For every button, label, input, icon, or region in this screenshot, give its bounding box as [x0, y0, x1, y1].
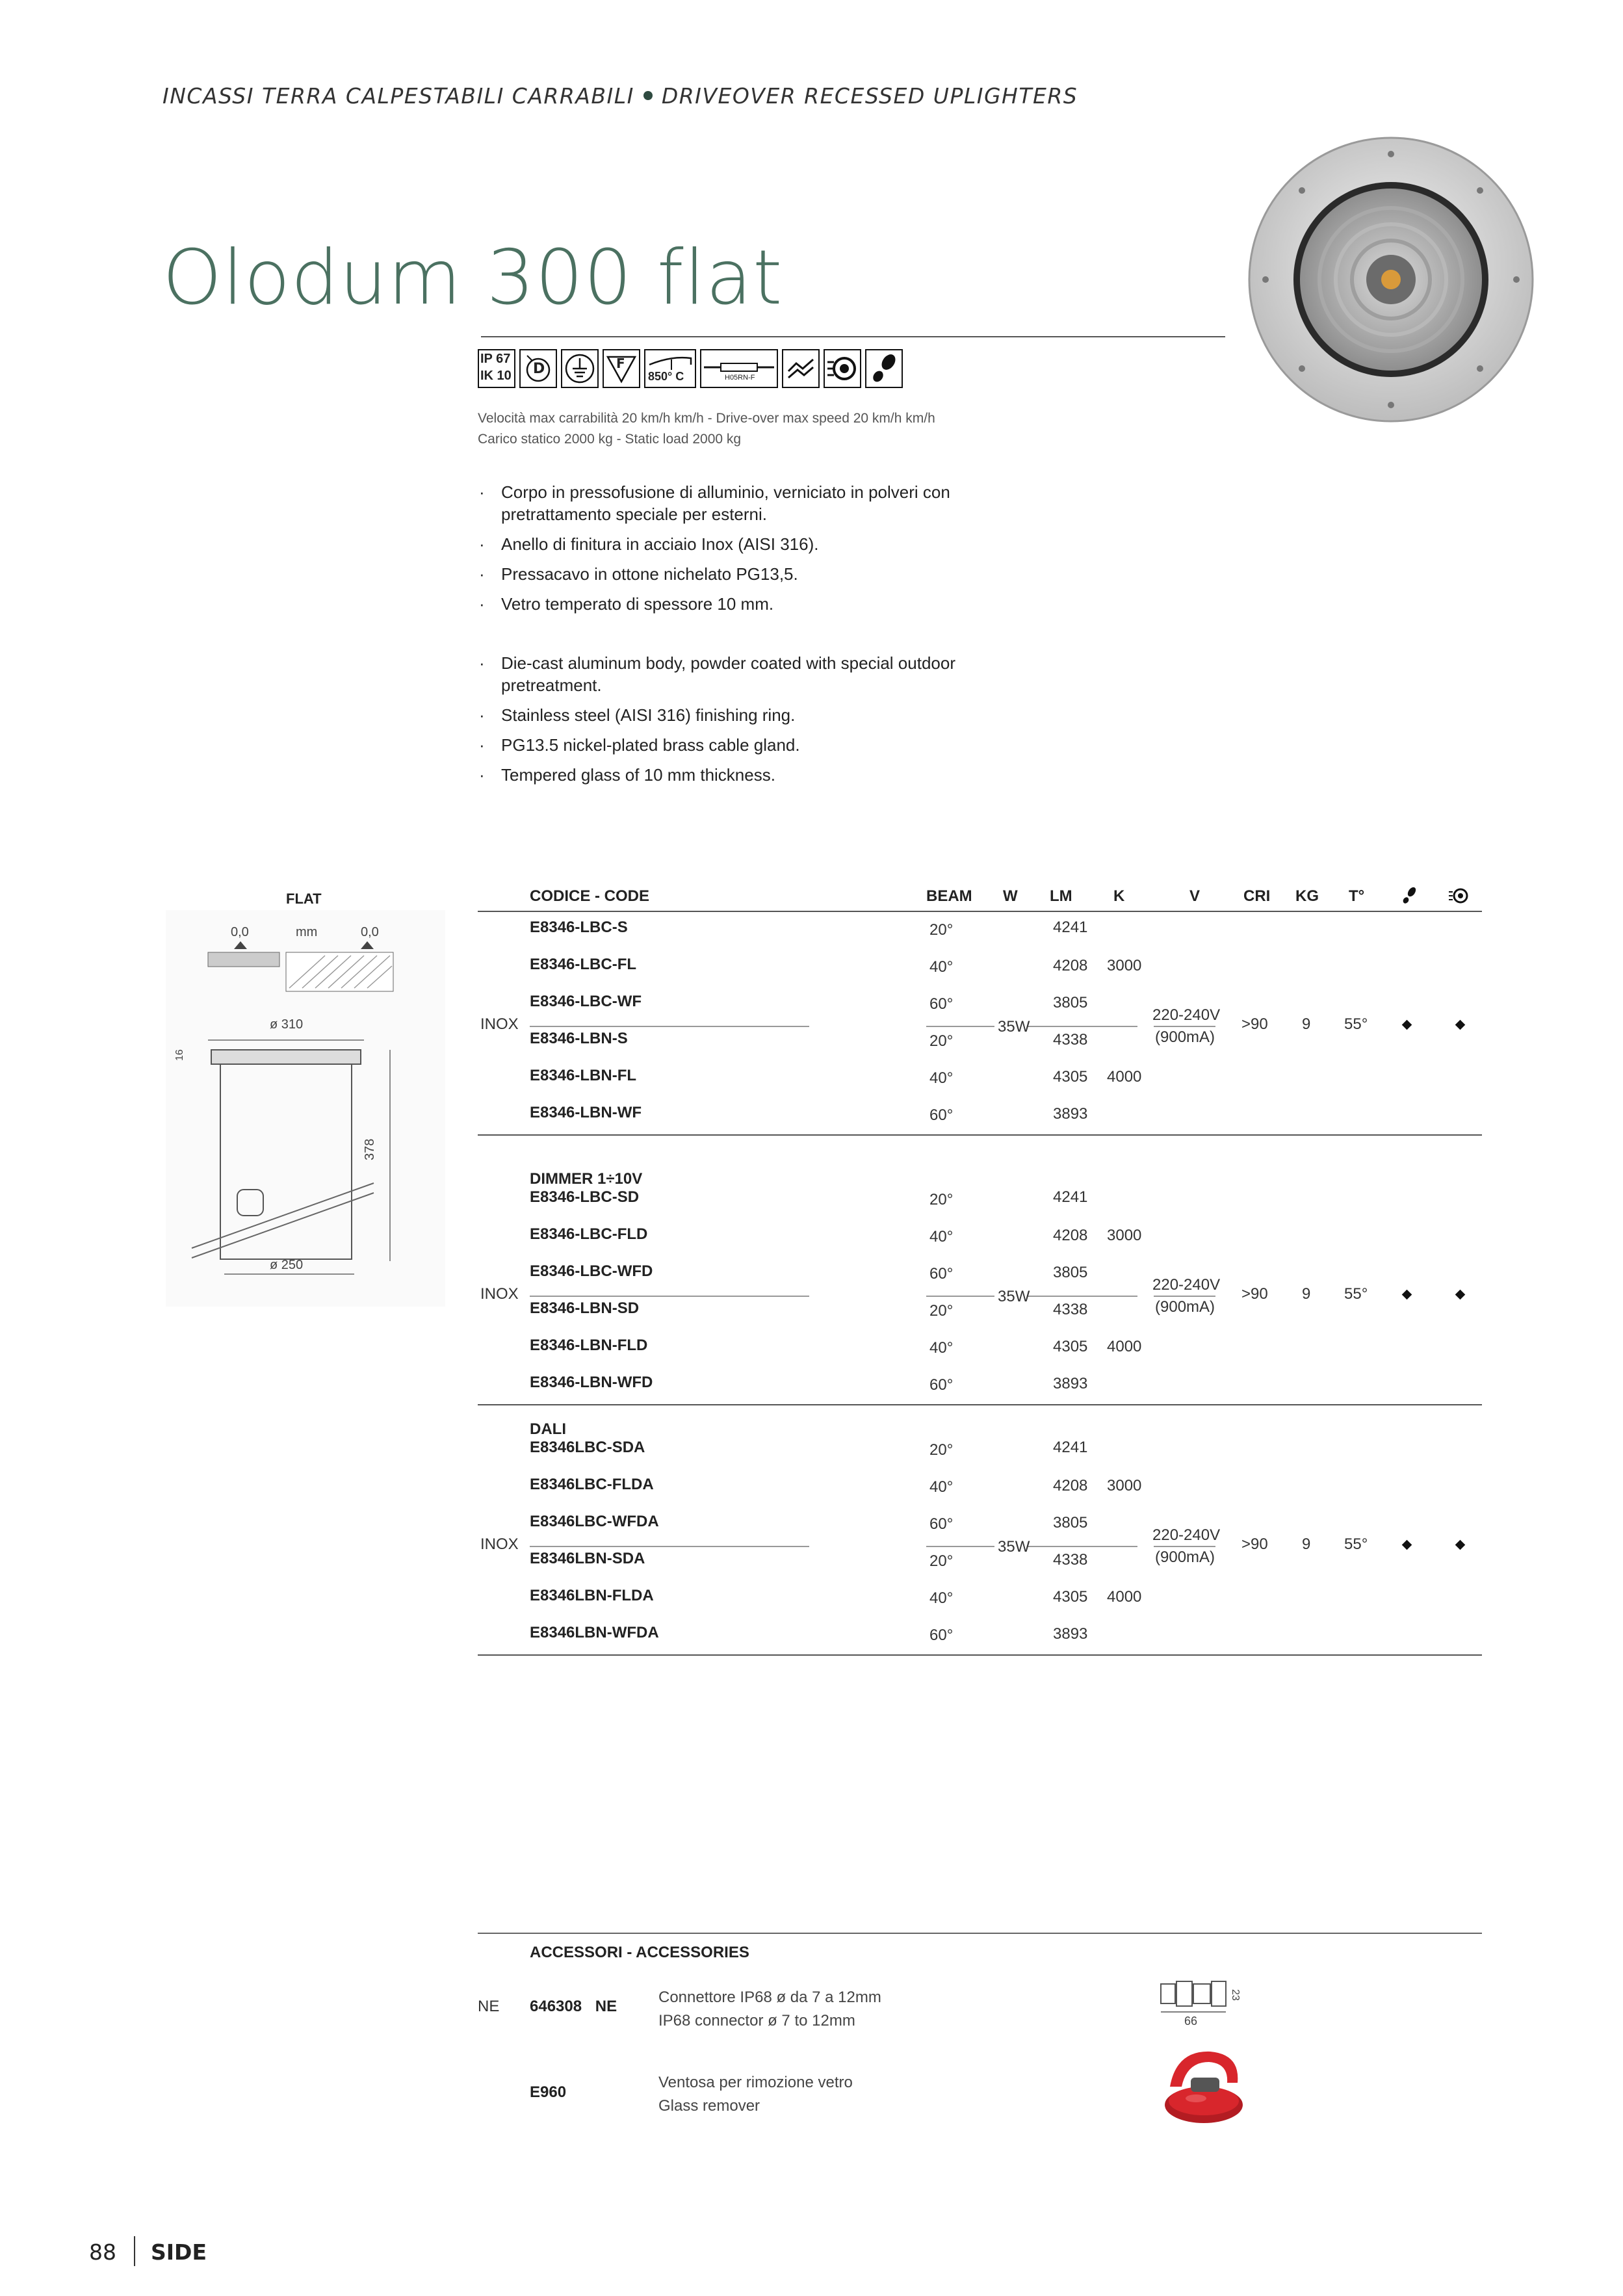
lumen-value: 4208	[1053, 957, 1088, 974]
kelvin-value: 3000	[1107, 1477, 1142, 1494]
drive-over-icon	[782, 349, 820, 388]
product-code: E8346LBN-SDA	[530, 1550, 645, 1567]
glow-wire-icon	[644, 349, 696, 388]
feature-it: · Pressacavo in ottone nichelato PG13,5.	[478, 563, 1008, 585]
dim-width: 66	[1184, 2015, 1198, 2028]
col-header-code: CODICE - CODE	[530, 887, 650, 905]
acc-desc-en: Glass remover	[658, 2097, 760, 2115]
technical-drawing	[166, 910, 445, 1307]
walk-over-mark	[1402, 1020, 1412, 1030]
acc-desc	[658, 2071, 853, 2118]
finish-value: INOX	[480, 1015, 519, 1033]
kelvin-value: 3000	[1107, 1227, 1142, 1244]
beam-value: 40°	[929, 1228, 954, 1246]
static-load-icon	[1448, 886, 1470, 906]
current-value: (900mA)	[1155, 1548, 1215, 1566]
beam-value: 20°	[929, 1552, 954, 1570]
connector-drawing	[1157, 1976, 1254, 2028]
product-code: E8346-LBN-S	[530, 1030, 628, 1047]
ik-label: IK 10	[480, 369, 512, 383]
lumen-value: 4338	[1053, 1031, 1088, 1049]
class-d-label: D	[533, 361, 545, 377]
beam-value: 40°	[929, 1069, 954, 1087]
product-code: E8346-LBC-FLD	[530, 1225, 648, 1243]
cri-value: >90	[1241, 1015, 1268, 1033]
ip-label: IP 67	[480, 352, 511, 366]
accessories-rule	[478, 1933, 1482, 1934]
dim-top-left: 0,0	[231, 925, 249, 939]
lumen-value: 3805	[1053, 1264, 1088, 1281]
beam-value: 40°	[929, 958, 954, 976]
drawing-label: FLAT	[286, 891, 322, 907]
ip-ik-icon	[478, 349, 515, 388]
row-divider	[1154, 1296, 1215, 1297]
page-title: Olodum 300 flat	[162, 234, 783, 322]
temperature-value: 55°	[1344, 1535, 1368, 1553]
current-value: (900mA)	[1155, 1028, 1215, 1046]
current-value: (900mA)	[1155, 1298, 1215, 1316]
page-number: 88	[89, 2239, 116, 2265]
acc-desc-it: Connettore IP68 ø da 7 a 12mm	[658, 1989, 881, 2006]
f-mark-icon	[603, 349, 640, 388]
feature-en: · Stainless steel (AISI 316) finishing ring.	[478, 704, 1008, 726]
beam-value: 60°	[929, 1106, 954, 1124]
voltage-value: 220-240V	[1152, 1006, 1221, 1024]
kelvin-value: 4000	[1107, 1588, 1142, 1606]
row-divider	[1154, 1546, 1215, 1547]
group-rule	[478, 1654, 1482, 1656]
earth-icon	[561, 349, 599, 388]
product-code: E8346-LBC-WFD	[530, 1262, 653, 1280]
dim-base: ø 250	[270, 1258, 304, 1272]
static-load-icon	[824, 349, 861, 388]
walk-over-mark	[1402, 1540, 1412, 1550]
group-rule	[478, 1134, 1482, 1136]
watt-value: 35W	[998, 1538, 1030, 1556]
footer	[89, 2236, 207, 2265]
lumen-value: 4241	[1053, 919, 1088, 936]
row-divider	[926, 1026, 994, 1027]
suction-cup-photo	[1150, 2041, 1254, 2132]
acc-code	[530, 1998, 617, 2016]
lumen-value: 4305	[1053, 1338, 1088, 1355]
voltage-value: 220-240V	[1152, 1526, 1221, 1544]
cri-value: >90	[1241, 1535, 1268, 1553]
static-load-mark	[1455, 1540, 1466, 1550]
feature-it: · Anello di finitura in acciaio Inox (AISI 316).	[478, 533, 1008, 555]
lumen-value: 3893	[1053, 1105, 1088, 1123]
dim-unit: mm	[296, 925, 318, 939]
finish-value: INOX	[480, 1535, 519, 1553]
walk-over-icon	[865, 349, 903, 388]
row-divider	[926, 1296, 994, 1297]
lumen-value: 4208	[1053, 1227, 1088, 1244]
kelvin-value: 4000	[1107, 1068, 1142, 1086]
separator-dot	[643, 91, 653, 100]
cri-value: >90	[1241, 1285, 1268, 1303]
row-divider	[530, 1296, 809, 1297]
spec-lines	[478, 408, 935, 450]
kelvin-value: 3000	[1107, 957, 1142, 974]
lumen-value: 4338	[1053, 1551, 1088, 1569]
group-rule	[478, 1404, 1482, 1405]
product-code: E8346-LBN-WF	[530, 1104, 642, 1121]
section-title: DALI	[530, 1420, 566, 1438]
beam-value: 20°	[929, 1441, 954, 1459]
beam-value: 20°	[929, 921, 954, 939]
row-divider	[1027, 1296, 1137, 1297]
dim-ring: ø 310	[270, 1017, 304, 1032]
cable-label: H05RN-F	[725, 374, 755, 382]
feature-en: · Die-cast aluminum body, powder coated with special outdoor pretreatment.	[478, 652, 1008, 696]
category-en: DRIVEOVER RECESSED UPLIGHTERS	[661, 83, 1078, 109]
col-header-t: T°	[1349, 887, 1365, 905]
product-code: E8346-LBN-FL	[530, 1067, 637, 1084]
feature-it: · Vetro temperato di spessore 10 mm.	[478, 593, 1008, 615]
acc-desc-en: IP68 connector ø 7 to 12mm	[658, 2012, 855, 2029]
product-table	[478, 887, 1482, 1667]
watt-value: 35W	[998, 1288, 1030, 1305]
row-divider	[1027, 1546, 1137, 1547]
features-en-list	[478, 652, 1008, 794]
beam-value: 60°	[929, 1265, 954, 1283]
row-divider	[1027, 1026, 1137, 1027]
col-header-v: V	[1189, 887, 1201, 905]
row-divider	[530, 1546, 809, 1547]
lumen-value: 3805	[1053, 1514, 1088, 1532]
product-code: E8346LBC-WFDA	[530, 1513, 659, 1530]
acc-desc	[658, 1986, 881, 2033]
dim-height: 23	[1230, 1989, 1241, 2001]
temperature-value: 55°	[1344, 1015, 1368, 1033]
title-divider	[481, 336, 1225, 337]
weight-value: 9	[1302, 1285, 1311, 1303]
weight-value: 9	[1302, 1015, 1311, 1033]
beam-value: 60°	[929, 1626, 954, 1644]
lumen-value: 4338	[1053, 1301, 1088, 1318]
feature-en: · Tempered glass of 10 mm thickness.	[478, 764, 1008, 786]
beam-value: 20°	[929, 1302, 954, 1320]
static-load-mark	[1455, 1290, 1466, 1300]
lumen-value: 3893	[1053, 1625, 1088, 1643]
lumen-value: 4305	[1053, 1588, 1088, 1606]
feature-en: · PG13.5 nickel-plated brass cable gland.	[478, 734, 1008, 756]
beam-value: 20°	[929, 1032, 954, 1050]
product-code: E8346-LBN-SD	[530, 1299, 640, 1317]
static-load-mark	[1455, 1020, 1466, 1030]
category-line	[162, 83, 1078, 109]
spec-speed: Velocità max carrabilità 20 km/h km/h - Drive-over max speed 20 km/h km/h	[478, 411, 935, 426]
product-code: E8346-LBC-WF	[530, 993, 642, 1010]
col-header-w: W	[1003, 887, 1018, 905]
beam-value: 60°	[929, 1376, 954, 1394]
beam-value: 20°	[929, 1191, 954, 1208]
beam-value: 60°	[929, 1515, 954, 1533]
product-code: E8346-LBN-FLD	[530, 1337, 648, 1354]
product-code: E8346LBC-SDA	[530, 1439, 645, 1456]
acc-finish: NE	[478, 1998, 500, 2015]
lumen-value: 3893	[1053, 1375, 1088, 1392]
acc-code-number: 646308	[530, 1998, 582, 2015]
lumen-value: 4241	[1053, 1188, 1088, 1206]
beam-value: 40°	[929, 1478, 954, 1496]
row-divider	[1154, 1026, 1215, 1027]
col-header-kg: KG	[1295, 887, 1319, 905]
product-code: E8346LBN-FLDA	[530, 1587, 654, 1604]
spec-load: Carico statico 2000 kg - Static load 2000 kg	[478, 432, 742, 447]
voltage-value: 220-240V	[1152, 1276, 1221, 1294]
lumen-value: 4208	[1053, 1477, 1088, 1494]
acc-desc-it: Ventosa per rimozione vetro	[658, 2074, 853, 2091]
walk-over-mark	[1402, 1290, 1412, 1300]
brand-name: SIDE	[151, 2239, 207, 2265]
lumen-value: 4305	[1053, 1068, 1088, 1086]
beam-value: 40°	[929, 1339, 954, 1357]
watt-value: 35W	[998, 1018, 1030, 1036]
acc-code: E960	[530, 2083, 567, 2101]
glow-wire-label: 850° C	[648, 370, 684, 383]
dim-top-right: 0,0	[361, 925, 379, 939]
class-d-icon	[519, 349, 557, 388]
accessories-title: ACCESSORI - ACCESSORIES	[530, 1944, 749, 1961]
product-code: E8346-LBN-WFD	[530, 1374, 653, 1391]
walk-over-icon	[1399, 886, 1419, 906]
acc-code-suffix: NE	[595, 1998, 617, 2015]
product-code: E8346LBN-WFDA	[530, 1624, 659, 1641]
footer-divider	[134, 2236, 135, 2266]
dim-ring-height: 16	[174, 1049, 185, 1061]
feature-it: · Corpo in pressofusione di alluminio, verniciato in polveri con pretrattamento speciale per esterni.	[478, 481, 1008, 525]
finish-value: INOX	[480, 1285, 519, 1303]
product-photo	[1245, 133, 1537, 426]
dim-height: 378	[363, 1138, 377, 1160]
lumen-value: 4241	[1053, 1439, 1088, 1456]
section-title: DIMMER 1÷10V	[530, 1170, 643, 1188]
row-divider	[926, 1546, 994, 1547]
row-divider	[530, 1026, 809, 1027]
col-header-cri: CRI	[1243, 887, 1271, 905]
col-header-beam: BEAM	[926, 887, 972, 905]
product-code: E8346-LBC-S	[530, 919, 628, 936]
product-code: E8346LBC-FLDA	[530, 1476, 654, 1493]
col-header-k: K	[1113, 887, 1125, 905]
beam-value: 40°	[929, 1589, 954, 1607]
features-it-list	[478, 481, 1008, 623]
col-header-lm: LM	[1050, 887, 1072, 905]
temperature-value: 55°	[1344, 1285, 1368, 1303]
lumen-value: 3805	[1053, 994, 1088, 1011]
beam-value: 60°	[929, 995, 954, 1013]
product-code: E8346-LBC-SD	[530, 1188, 640, 1206]
weight-value: 9	[1302, 1535, 1311, 1553]
f-mark-label: F	[616, 356, 625, 371]
kelvin-value: 4000	[1107, 1338, 1142, 1355]
header-rule	[478, 911, 1482, 912]
product-code: E8346-LBC-FL	[530, 956, 637, 973]
cable-icon	[700, 349, 778, 388]
category-it: INCASSI TERRA CALPESTABILI CARRABILI	[162, 83, 634, 109]
